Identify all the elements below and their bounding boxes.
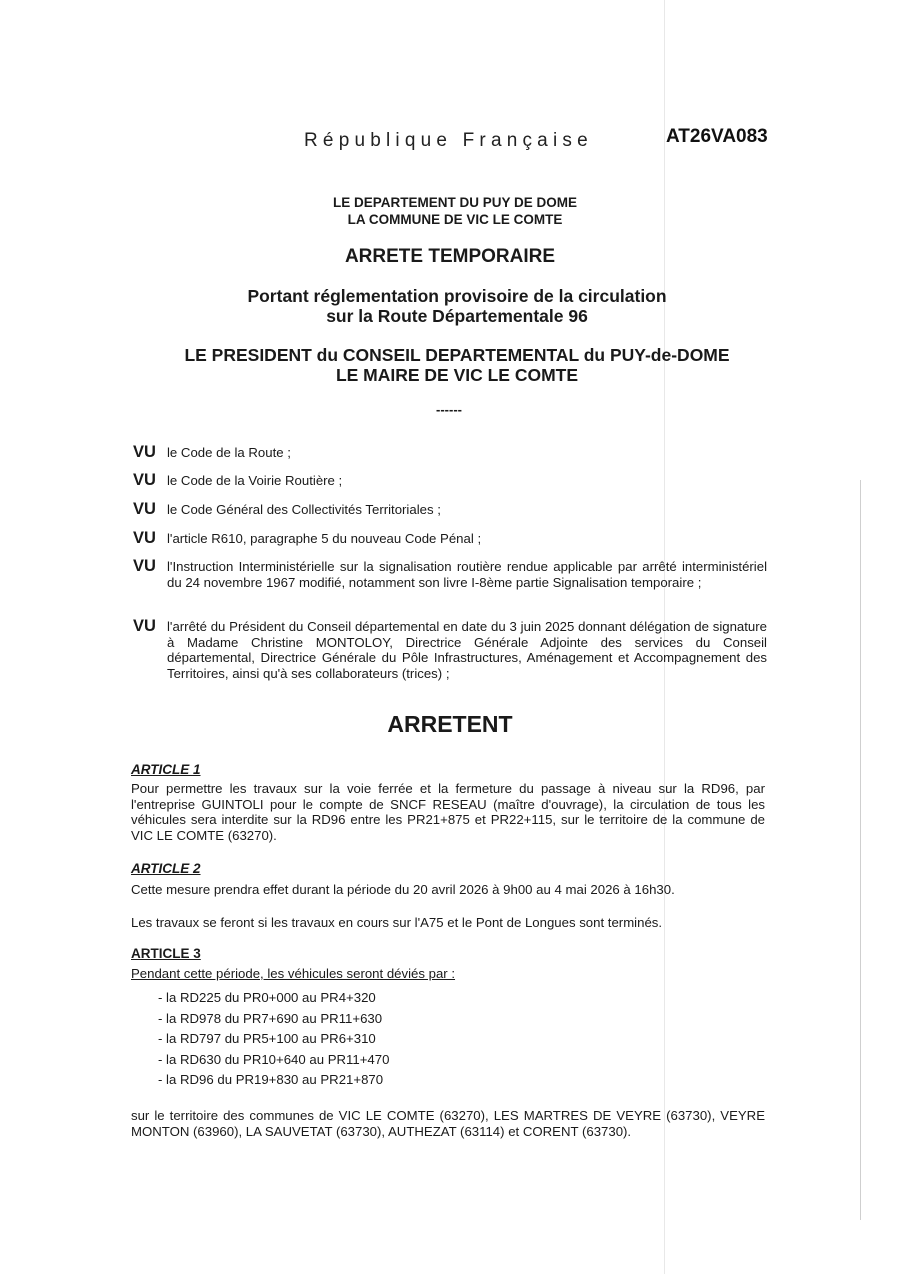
detour-item: - la RD630 du PR10+640 au PR11+470 <box>158 1051 390 1067</box>
signer-mayor: LE MAIRE DE VIC LE COMTE <box>335 365 579 385</box>
vu-item <box>133 529 767 548</box>
detour-item: - la RD797 du PR5+100 au PR6+310 <box>158 1031 376 1046</box>
decision-heading: ARRETENT <box>387 711 513 737</box>
vu-text: l'Instruction Interministérielle sur la signalisation routière rendue applicable par arrêté interministériel du 24 novembre 1967 modifié, notamment son livre I-8ème partie Signalisation temporaire ; <box>167 559 767 590</box>
vu-item <box>133 617 767 681</box>
detour-item: - la RD225 du PR0+000 au PR4+320 <box>158 990 376 1005</box>
detour-list <box>158 988 389 1091</box>
order-reference: AT26VA083 <box>666 126 768 147</box>
vu-text: le Code de la Route ; <box>167 445 291 460</box>
article-3-intro: Pendant cette période, les véhicules seront déviés par : <box>131 966 456 981</box>
vu-item <box>133 443 767 462</box>
vu-label: VU <box>133 471 156 489</box>
vu-label: VU <box>133 500 156 518</box>
vu-item <box>133 500 767 519</box>
vu-text: le Code Général des Collectivités Territoriales ; <box>167 502 441 517</box>
article-2-text-1: Cette mesure prendra effet durant la période du 20 avril 2026 à 9h00 au 4 mai 2026 à 16h30. <box>131 882 675 897</box>
detour-item: - la RD978 du PR7+690 au PR11+630 <box>158 1010 383 1026</box>
article-2-title: ARTICLE 2 <box>131 861 201 876</box>
order-subtitle <box>0 286 900 326</box>
authority-department: LE DEPARTEMENT DU PUY DE DOME <box>332 195 578 210</box>
vu-item <box>133 471 767 490</box>
vu-label: VU <box>133 529 156 547</box>
subtitle-line-2: sur la Route Départementale 96 <box>326 306 588 326</box>
signer-president: LE PRESIDENT du CONSEIL DEPARTEMENTAL du PUY-de-DOME <box>184 345 730 365</box>
vu-label: VU <box>133 617 156 635</box>
authorities-block <box>0 194 900 228</box>
signers-block <box>0 345 900 385</box>
article-1-title: ARTICLE 1 <box>131 762 201 777</box>
article-3-title: ARTICLE 3 <box>131 946 201 961</box>
authority-commune: LA COMMUNE DE VIC LE COMTE <box>347 212 563 227</box>
vu-text: l'arrêté du Président du Conseil départemental en date du 3 juin 2025 donnant délégation de signature à Madame Christine MONTOLOY, Directrice Générale Adjointe des services du Conseil départemental, Directrice Générale du Pôle Infrastructures, Aménagement et Accompagnement des Territoires, ainsi qu'à ses collaborateurs (trices) ; <box>167 619 767 681</box>
article-3-closing: sur le territoire des communes de VIC LE COMTE (63270), LES MARTRES DE VEYRE (63730), VEYRE MONTON (63960), LA SAUVETAT (63730), AUTHEZAT (63114) et CORENT (63730). <box>131 1108 765 1139</box>
vu-label: VU <box>133 557 156 575</box>
separator: ------ <box>436 402 462 417</box>
scan-edge-line <box>860 480 861 1220</box>
article-1-text: Pour permettre les travaux sur la voie ferrée et la fermeture du passage à niveau sur la RD96, par l'entreprise GUINTOLI pour le compte de SNCF RESEAU (maître d'ouvrage), la circulation de tous les véhicules sera interdite sur la RD96 entre les PR21+875 et PR22+115, sur le territoire de la commune de VIC LE COMTE (63270). <box>131 781 765 843</box>
republic-header: République Française <box>304 130 593 151</box>
article-2-text-2: Les travaux se feront si les travaux en cours sur l'A75 et le Pont de Longues sont terminés. <box>131 915 663 930</box>
order-title: ARRETE TEMPORAIRE <box>344 246 556 267</box>
vu-text: le Code de la Voirie Routière ; <box>167 473 343 488</box>
vu-item <box>133 557 767 590</box>
subtitle-line-1: Portant réglementation provisoire de la circulation <box>247 286 667 306</box>
vu-label: VU <box>133 443 156 461</box>
detour-item: - la RD96 du PR19+830 au PR21+870 <box>158 1072 384 1087</box>
vu-text: l'article R610, paragraphe 5 du nouveau Code Pénal ; <box>167 531 482 546</box>
